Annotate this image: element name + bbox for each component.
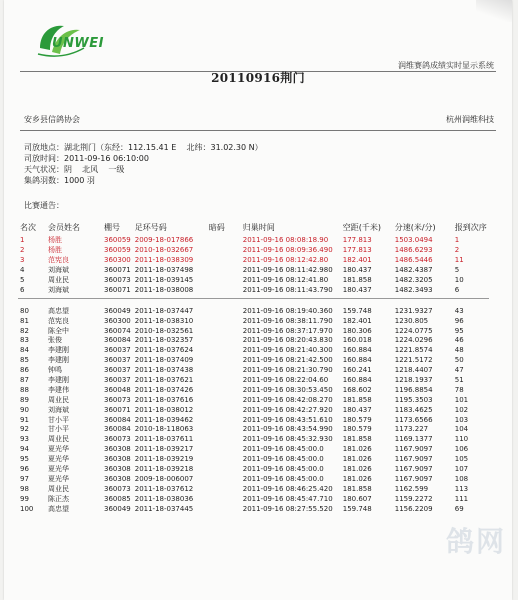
- cell-name: 高忠望: [48, 306, 69, 315]
- table-row: [18, 405, 489, 415]
- cell-code: [207, 425, 241, 435]
- cell-order: 111: [454, 494, 469, 503]
- cell-speed: 1231.9327: [394, 306, 433, 315]
- cell-code: [207, 376, 241, 386]
- cell-speed: 1183.4625: [394, 405, 433, 414]
- cell-loft: 360308: [104, 474, 131, 483]
- cell-time: 2011-09-16 08:45:00.0: [242, 445, 324, 454]
- col-ring: 足环号码: [134, 222, 167, 232]
- cell-rank: 95: [20, 455, 29, 464]
- cell-loft: 360037: [104, 376, 131, 385]
- table-row: [18, 236, 489, 246]
- cell-speed: 1173.227: [394, 425, 429, 434]
- cell-time: 2011-09-16 08:43:54.990: [242, 425, 333, 434]
- cell-dist: 182.401: [342, 256, 372, 265]
- cell-dist: 181.858: [342, 484, 372, 493]
- cell-loft: 360074: [104, 326, 131, 335]
- cell-code: [207, 356, 241, 366]
- cell-dist: 160.884: [342, 346, 372, 355]
- cell-order: 47: [454, 366, 464, 375]
- cell-dist: 160.884: [342, 376, 372, 385]
- table-row: [18, 266, 489, 276]
- cell-time: 2011-09-16 08:38:11.790: [242, 316, 333, 325]
- cell-loft: 360300: [104, 316, 131, 325]
- cell-order: 50: [454, 356, 464, 365]
- table-row: [18, 445, 489, 455]
- cell-time: 2011-09-16 08:43:51.610: [242, 415, 333, 424]
- cell-speed: 1221.8574: [394, 346, 433, 355]
- cell-ring: 2011-18-037621: [134, 376, 194, 385]
- table-row: [18, 425, 489, 435]
- table-row: [18, 356, 489, 366]
- cell-order: 48: [454, 346, 464, 355]
- cell-loft: 360037: [104, 356, 131, 365]
- cell-loft: 360073: [104, 276, 131, 284]
- cell-name: 李建伟: [48, 385, 69, 394]
- cell-rank: 92: [20, 425, 29, 434]
- page-curl: [476, 0, 512, 22]
- cell-code: [207, 316, 241, 326]
- cell-time: 2011-09-16 08:08:18.90: [242, 236, 329, 245]
- cell-name: 甘小平: [48, 415, 69, 424]
- cell-speed: 1230.805: [394, 316, 429, 325]
- cell-speed: 1167.9097: [394, 455, 433, 464]
- section-rule: [20, 130, 496, 131]
- cell-ring: 2011-18-037624: [134, 346, 194, 355]
- cell-code: [207, 246, 241, 256]
- cell-time: 2011-09-16 08:37:17.970: [242, 326, 333, 335]
- cell-name: 夏光华: [48, 474, 69, 483]
- cell-dist: 180.607: [342, 494, 372, 503]
- cell-dist: 180.579: [342, 425, 372, 434]
- cell-rank: 81: [20, 316, 29, 325]
- cell-loft: 360048: [104, 385, 131, 394]
- cell-name: 高忠望: [48, 504, 69, 513]
- cell-speed: 1218.4407: [394, 366, 433, 375]
- cell-ring: 2009-18-017866: [134, 236, 194, 245]
- cell-rank: 98: [20, 484, 29, 493]
- cell-code: [207, 256, 241, 266]
- organizer: 安乡县信鸽协会: [24, 115, 80, 124]
- cell-rank: 82: [20, 326, 29, 335]
- cell-speed: 1162.599: [394, 484, 429, 493]
- cell-loft: 360300: [104, 256, 131, 265]
- cell-ring: 2009-18-006007: [134, 474, 194, 483]
- cell-order: 51: [454, 376, 464, 385]
- cell-loft: 360049: [104, 306, 131, 315]
- cell-code: [207, 236, 241, 246]
- cell-ring: 2011-18-039217: [134, 445, 194, 454]
- cell-order: 106: [454, 445, 469, 454]
- cell-order: 1: [454, 236, 460, 245]
- table-row: [18, 494, 489, 504]
- cell-dist: 181.026: [342, 445, 372, 454]
- cell-speed: 1224.0296: [394, 336, 433, 345]
- cell-name: 李建刚: [48, 346, 69, 355]
- cell-order: 43: [454, 306, 464, 315]
- watermark: 鸽网: [445, 525, 506, 558]
- release-time: 司放时间：2011-09-16 06:10:00: [24, 154, 149, 163]
- cell-code: [207, 366, 241, 376]
- cell-loft: 360037: [104, 366, 131, 375]
- cell-ring: 2011-18-039462: [134, 415, 194, 424]
- cell-loft: 360084: [104, 425, 131, 434]
- cell-name: 陈正杰: [48, 494, 69, 503]
- cell-order: 108: [454, 474, 469, 483]
- cell-speed: 1167.9097: [394, 445, 433, 454]
- cell-speed: 1196.8854: [394, 385, 433, 394]
- cell-loft: 360308: [104, 455, 131, 464]
- cell-time: 2011-09-16 08:42:27.920: [242, 405, 333, 414]
- cell-code: [207, 395, 241, 405]
- cell-ring: 2010-18-118063: [134, 425, 194, 434]
- cell-loft: 360308: [104, 445, 131, 454]
- cell-code: [207, 385, 241, 395]
- cell-time: 2011-09-16 08:12:42.80: [242, 256, 329, 265]
- cell-time: 2011-09-16 08:22:04.60: [242, 376, 329, 385]
- cell-name: 夏光华: [48, 465, 69, 474]
- cell-code: [207, 405, 241, 415]
- cell-loft: 360084: [104, 336, 131, 345]
- cell-dist: 177.813: [342, 236, 372, 245]
- race-notice: 比赛通告：: [24, 201, 64, 210]
- results-table: [18, 219, 489, 514]
- cell-loft: 360073: [104, 435, 131, 444]
- cell-name: 范宪良: [48, 316, 69, 325]
- cell-code: [207, 266, 241, 276]
- cell-loft: 360049: [104, 504, 131, 513]
- cell-speed: 1482.3493: [394, 285, 433, 294]
- cell-time: 2011-09-16 08:21:30.790: [242, 366, 333, 375]
- cell-time: 2011-09-16 08:12:41.80: [242, 276, 329, 284]
- cell-order: 69: [454, 504, 464, 513]
- cell-code: [207, 285, 241, 295]
- cell-time: 2011-09-16 08:11:42.980: [242, 266, 333, 275]
- cell-speed: 1221.5172: [394, 356, 433, 365]
- cell-order: 96: [454, 316, 464, 325]
- cell-speed: 1173.6566: [394, 415, 433, 424]
- cell-rank: 94: [20, 445, 29, 454]
- cell-speed: 1169.1377: [394, 435, 433, 444]
- weather: 天气状况：阴 北风 一级: [24, 165, 125, 174]
- ranked-results: [18, 306, 489, 514]
- cell-time: 2011-09-16 08:45:47.710: [242, 494, 333, 503]
- cell-rank: 100: [20, 504, 34, 513]
- cell-loft: 360073: [104, 484, 131, 493]
- vendor: 杭州润维科技: [446, 115, 494, 124]
- cell-ring: 2011-18-037616: [134, 395, 194, 404]
- cell-name: 周业民: [48, 276, 69, 284]
- cell-speed: 1486.5446: [394, 256, 433, 265]
- cell-code: [207, 455, 241, 465]
- cell-rank: 83: [20, 336, 29, 345]
- cell-loft: 360084: [104, 415, 131, 424]
- cell-code: [207, 326, 241, 336]
- cell-dist: 181.858: [342, 435, 372, 444]
- cell-time: 2011-09-16 08:45:32.930: [242, 435, 333, 444]
- cell-rank: 6: [20, 285, 25, 294]
- cell-code: [207, 494, 241, 504]
- cell-speed: 1167.9097: [394, 465, 433, 474]
- cell-ring: 2011-18-032357: [134, 336, 194, 345]
- table-row: [18, 285, 489, 295]
- cell-time: 2011-09-16 08:27:55.520: [242, 504, 333, 513]
- cell-name: 周业民: [48, 395, 69, 404]
- cell-name: 李建刚: [48, 356, 69, 365]
- cell-order: 105: [454, 455, 469, 464]
- col-loft: 棚号: [104, 222, 120, 232]
- cell-name: 杨胜: [48, 236, 62, 245]
- table-row: [18, 385, 489, 395]
- cell-order: 113: [454, 484, 469, 493]
- cell-ring: 2011-18-038012: [134, 405, 194, 414]
- table-row: [18, 455, 489, 465]
- cell-dist: 180.437: [342, 266, 372, 275]
- cell-speed: 1159.2272: [394, 494, 433, 503]
- cell-dist: 177.813: [342, 246, 372, 255]
- cell-ring: 2011-18-038310: [134, 316, 194, 325]
- cell-rank: 89: [20, 395, 29, 404]
- pigeon-count: 集鸽羽数：1000 羽: [24, 176, 95, 185]
- cell-dist: 181.026: [342, 465, 372, 474]
- cell-ring: 2011-18-037438: [134, 366, 194, 375]
- table-row: [18, 256, 489, 266]
- section-divider: [18, 295, 489, 306]
- cell-order: 104: [454, 425, 469, 434]
- cell-ring: 2011-18-037611: [134, 435, 194, 444]
- cell-speed: 1482.3205: [394, 276, 433, 284]
- cell-order: 11: [454, 256, 464, 265]
- cell-name: 李建刚: [48, 376, 69, 385]
- cell-speed: 1482.4387: [394, 266, 433, 275]
- cell-time: 2011-09-16 08:45:00.0: [242, 465, 324, 474]
- cell-rank: 85: [20, 356, 29, 365]
- cell-ring: 2011-18-039219: [134, 455, 194, 464]
- cell-ring: 2010-18-032561: [134, 326, 194, 335]
- cell-ring: 2010-18-032667: [134, 246, 194, 255]
- cell-dist: 159.748: [342, 306, 372, 315]
- cell-rank: 80: [20, 306, 29, 315]
- cell-name: 夏光华: [48, 455, 69, 464]
- cell-ring: 2011-18-037426: [134, 385, 194, 394]
- top-results: [18, 236, 489, 295]
- cell-dist: 160.884: [342, 356, 372, 365]
- cell-rank: 86: [20, 366, 29, 375]
- cell-loft: 360037: [104, 346, 131, 355]
- cell-loft: 360071: [104, 405, 131, 414]
- cell-order: 46: [454, 336, 464, 345]
- cell-dist: 168.602: [342, 385, 372, 394]
- table-row: [18, 346, 489, 356]
- cell-dist: 181.858: [342, 395, 372, 404]
- cell-order: 107: [454, 465, 469, 474]
- col-order: 报到次序: [454, 222, 487, 232]
- cell-order: 110: [454, 435, 469, 444]
- release-location: 司放地点：湖北荆门（东经：112.15.41 E 北纬：31.02.30 N）: [24, 143, 263, 152]
- cell-name: 陈全中: [48, 326, 69, 335]
- table-row: [18, 415, 489, 425]
- table-row: [18, 306, 489, 316]
- cell-speed: 1486.6293: [394, 246, 433, 255]
- cell-time: 2011-09-16 08:21:42.500: [242, 356, 333, 365]
- cell-code: [207, 504, 241, 514]
- cell-time: 2011-09-16 08:19:40.360: [242, 306, 333, 315]
- table-row: [18, 326, 489, 336]
- table-row: [18, 474, 489, 484]
- cell-dist: 159.748: [342, 504, 372, 513]
- cell-rank: 2: [20, 246, 25, 255]
- cell-ring: 2011-18-037447: [134, 306, 194, 315]
- cell-dist: 180.306: [342, 326, 372, 335]
- cell-rank: 96: [20, 465, 29, 474]
- cell-order: 103: [454, 415, 469, 424]
- table-row: [18, 395, 489, 405]
- col-speed: 分速(米/分): [394, 222, 436, 232]
- table-row: [18, 484, 489, 494]
- cell-rank: 84: [20, 346, 29, 355]
- cell-time: 2011-09-16 08:20:43.830: [242, 336, 333, 345]
- table-row: [18, 376, 489, 386]
- cell-speed: 1195.3503: [394, 395, 433, 404]
- table-row: [18, 276, 489, 286]
- cell-rank: 93: [20, 435, 29, 444]
- table-row: [18, 435, 489, 445]
- cell-dist: 181.858: [342, 276, 372, 284]
- cell-ring: 2011-18-038008: [134, 285, 194, 294]
- col-code: 暗码: [208, 222, 225, 232]
- cell-name: 刘海斌: [48, 266, 69, 275]
- cell-ring: 2011-18-039145: [134, 276, 194, 284]
- cell-rank: 88: [20, 385, 29, 394]
- cell-ring: 2011-18-037612: [134, 484, 194, 493]
- cell-time: 2011-09-16 08:09:36.490: [242, 246, 333, 255]
- cell-rank: 4: [20, 266, 25, 275]
- cell-time: 2011-09-16 08:46:25.420: [242, 484, 333, 493]
- cell-code: [207, 415, 241, 425]
- table-row: [18, 366, 489, 376]
- cell-time: 2011-09-16 08:21:40.300: [242, 346, 333, 355]
- system-title: 润维赛鸽成绩实时显示系统: [398, 61, 494, 70]
- cell-name: 周业民: [48, 484, 69, 493]
- cell-speed: 1167.9097: [394, 474, 433, 483]
- cell-rank: 97: [20, 474, 29, 483]
- cell-order: 10: [454, 276, 464, 284]
- cell-dist: 180.437: [342, 405, 372, 414]
- cell-time: 2011-09-16 08:11:43.790: [242, 285, 333, 294]
- cell-time: 2011-09-16 08:45:00.0: [242, 455, 324, 464]
- cell-ring: 2011-18-038036: [134, 494, 194, 503]
- cell-name: 杨胜: [48, 246, 62, 255]
- cell-name: 甘小平: [48, 425, 69, 434]
- col-time: 归巢时间: [242, 222, 275, 232]
- cell-code: [207, 306, 241, 316]
- race-info: [24, 142, 263, 186]
- cell-code: [207, 346, 241, 356]
- cell-speed: 1156.2209: [394, 504, 433, 513]
- cell-time: 2011-09-16 08:42:08.270: [242, 395, 333, 404]
- cell-order: 6: [454, 285, 460, 294]
- cell-dist: 160.018: [342, 336, 372, 345]
- cell-speed: 1218.1937: [394, 376, 433, 385]
- cell-rank: 99: [20, 494, 29, 503]
- cell-dist: 181.026: [342, 455, 372, 464]
- table-row: [18, 246, 489, 256]
- cell-rank: 91: [20, 415, 29, 424]
- cell-rank: 87: [20, 376, 29, 385]
- cell-speed: 1503.0494: [394, 236, 433, 245]
- cell-code: [207, 484, 241, 494]
- cell-code: [207, 336, 241, 346]
- cell-order: 78: [454, 385, 464, 394]
- cell-order: 95: [454, 326, 464, 335]
- cell-code: [207, 465, 241, 475]
- cell-loft: 360071: [104, 266, 131, 275]
- cell-ring: 2011-18-039218: [134, 465, 194, 474]
- cell-rank: 3: [20, 256, 25, 265]
- cell-dist: 182.401: [342, 316, 372, 325]
- cell-code: [207, 445, 241, 455]
- cell-dist: 181.026: [342, 474, 372, 483]
- cell-rank: 90: [20, 405, 29, 414]
- cell-ring: 2011-18-037409: [134, 356, 194, 365]
- cell-name: 刘海斌: [48, 285, 69, 294]
- cell-name: 张俊: [48, 336, 62, 345]
- cell-dist: 180.579: [342, 415, 372, 424]
- table-header-row: [18, 219, 489, 236]
- table-row: [18, 465, 489, 475]
- cell-order: 101: [454, 395, 469, 404]
- cell-name: 周业民: [48, 435, 69, 444]
- cell-loft: 360073: [104, 395, 131, 404]
- cell-speed: 1224.0775: [394, 326, 433, 335]
- cell-order: 5: [454, 266, 460, 275]
- cell-code: [207, 474, 241, 484]
- cell-loft: 360085: [104, 494, 131, 503]
- page-title: 20110916荆门: [211, 71, 305, 85]
- table-row: [18, 336, 489, 346]
- cell-dist: 160.241: [342, 366, 372, 375]
- results-sheet: [4, 0, 512, 600]
- cell-rank: 5: [20, 276, 25, 284]
- cell-time: 2011-09-16 08:30:53.450: [242, 385, 333, 394]
- table-row: [18, 316, 489, 326]
- cell-name: 夏光华: [48, 445, 69, 454]
- cell-loft: 360059: [104, 246, 131, 255]
- cell-loft: 360071: [104, 285, 131, 294]
- cell-name: 钟鸣: [48, 366, 62, 375]
- cell-dist: 180.437: [342, 285, 372, 294]
- brand-name: UNWEI: [52, 36, 104, 51]
- cell-name: 刘海斌: [48, 405, 69, 414]
- cell-ring: 2011-18-038309: [134, 256, 194, 265]
- cell-code: [207, 435, 241, 445]
- table-row: [18, 504, 489, 514]
- cell-loft: 360059: [104, 236, 131, 245]
- cell-code: [207, 276, 241, 286]
- col-rank: 名次: [20, 222, 36, 232]
- cell-ring: 2011-18-037445: [134, 504, 194, 513]
- cell-loft: 360308: [104, 465, 131, 474]
- cell-time: 2011-09-16 08:45:00.0: [242, 474, 324, 483]
- cell-rank: 1: [20, 236, 25, 245]
- col-distance: 空距(千米): [342, 222, 381, 232]
- cell-name: 范宪良: [48, 256, 69, 265]
- cell-order: 102: [454, 405, 469, 414]
- cell-ring: 2011-18-037498: [134, 266, 194, 275]
- cell-order: 2: [454, 246, 460, 255]
- col-name: 会员姓名: [48, 222, 80, 232]
